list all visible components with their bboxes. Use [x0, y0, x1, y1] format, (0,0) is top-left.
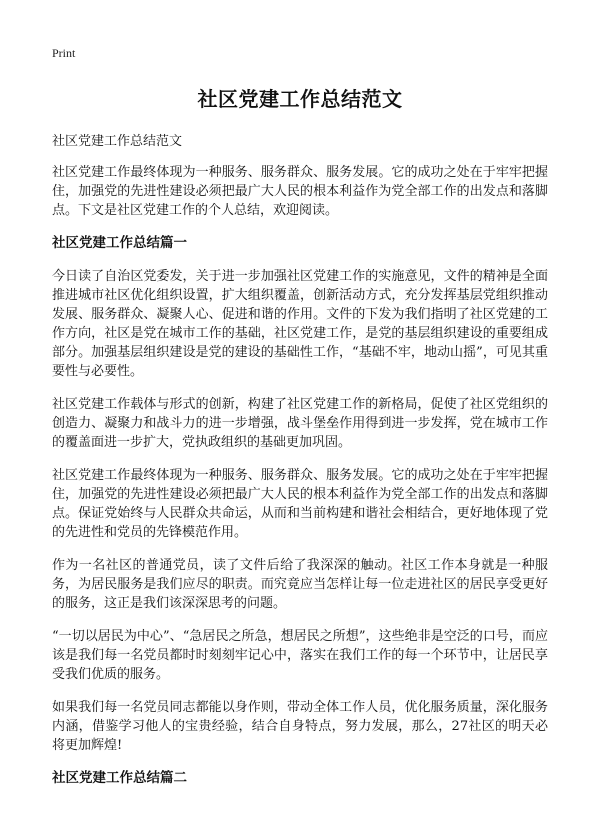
- section1-paragraph-2: 社区党建工作载体与形式的创新，构建了社区党建工作的新格局，促使了社区党组织的创造力、凝聚力和战斗力的进一步增强，战斗堡垒作用得到进一步发挥，党在城市工作的覆盖面进一步扩大，党执政组织的基础更加巩固。: [52, 397, 548, 450]
- section1-paragraph-3: 社区党建工作最终体现为一种服务、服务群众、服务发展。它的成功之处在于牢牢把握住，加强党的先进性建设必须把最广大人民的根本利益作为党全部工作的出发点和落脚点。保证党始终与人民群众共命运，从而和当前构建和谐社会相结合，更好地体现了党的先进性和党员的先锋模范作用。: [52, 468, 548, 540]
- intro-paragraph: 社区党建工作最终体现为一种服务、服务群众、服务发展。它的成功之处在于牢牢把握住，加强党的先进性建设必须把最广大人民的根本利益作为党全部工作的出发点和落脚点。下文是社区党建工作的个人总结，欢迎阅读。: [52, 165, 548, 218]
- section1-paragraph-4: 作为一名社区的普通党员，读了文件后给了我深深的触动。社区工作本身就是一种服务，为居民服务是我们应尽的职责。而究竟应当怎样让每一位走进社区的居民享受更好的服务，这正是我们该深深思考的问题。: [52, 558, 548, 611]
- section-heading-1: 社区党建工作总结篇一: [52, 235, 187, 251]
- section1-paragraph-1: 今日读了自治区党委发，关于进一步加强社区党建工作的实施意见，文件的精神是全面推进城市社区优化组织设置，扩大组织覆盖，创新活动方式，充分发挥基层党组织推动发展、服务群众、凝聚人心、促进和谐的作用。文件的下发为我们指明了社区党建的工作方向，社区是党在城市工作的基础，社区党建工作，是党的基层组织建设的重要组成部分。加强基层组织建设是党的建设的基础性工作，“基础不牢，地动山摇”，可见其重要性与必要性。: [52, 269, 548, 379]
- document-subtitle: 社区党建工作总结范文: [52, 134, 183, 149]
- section-heading-2: 社区党建工作总结篇二: [52, 770, 187, 786]
- section1-paragraph-6: 如果我们每一名党员同志都能以身作则，带动全体工作人员，优化服务质量，深化服务内涵，借鉴学习他人的宝贵经验，结合自身特点，努力发展，那么，27社区的明天必将更加辉煌!: [52, 700, 548, 753]
- document-title: 社区党建工作总结范文: [197, 87, 403, 111]
- section1-paragraph-5: “一切以居民为中心”、“急居民之所急，想居民之所想”，这些绝非是空泛的口号，而应该是我们每一名党员都时时刻刻牢记心中，落实在我们工作的每一个环节中，让居民享受我们优质的服务。: [52, 629, 548, 682]
- print-label: Print: [52, 46, 76, 60]
